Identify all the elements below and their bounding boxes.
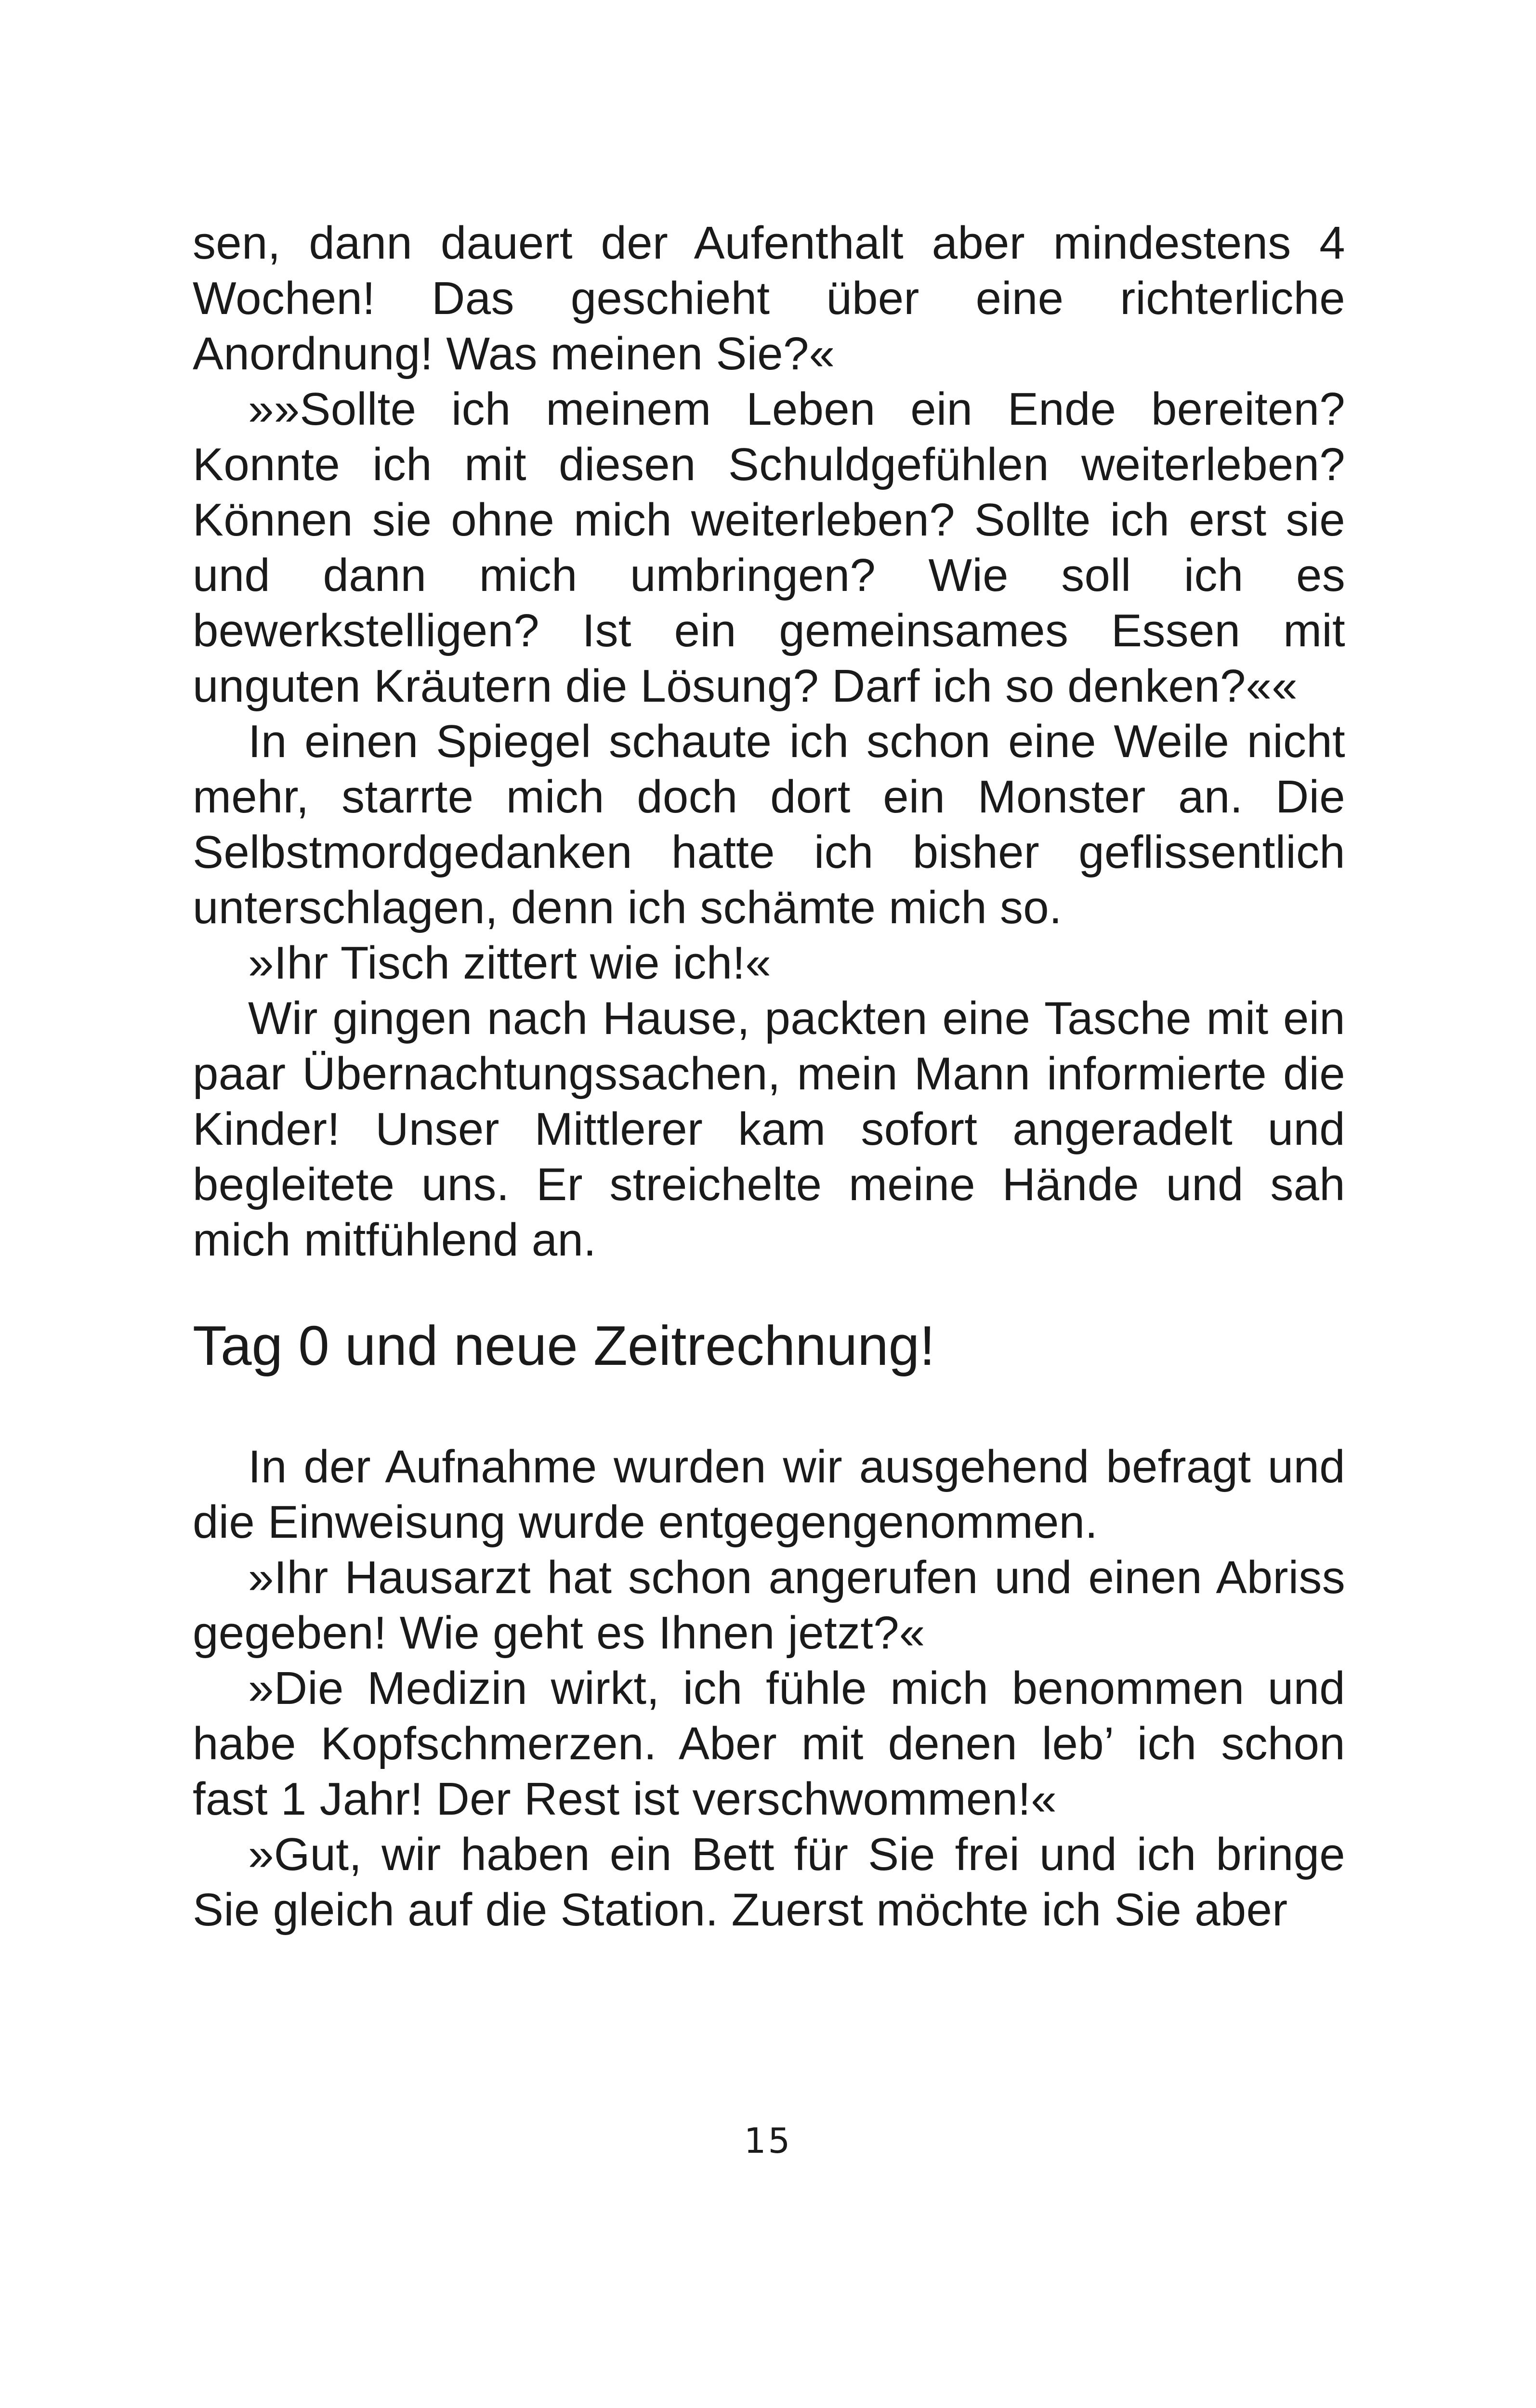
paragraph-table-quote: »Ihr Tisch zittert wie ich!« (248, 937, 772, 989)
paragraph-doctor-question: »Ihr Hausarzt hat schon angerufen und einen Abriss gegeben! Wie geht es Ihnen jetzt?« (193, 1552, 1345, 1659)
page-number: 15 (744, 2120, 792, 2161)
paragraph-going-home: Wir gingen nach Hause, packten eine Tasche mit ein paar Übernachtungssachen, mein Mann informierte die Kinder! Unser Mittlerer kam sofort angeradelt und begleitete uns. Er streichelte meine Hände und sah mich mitfühlend an. (193, 993, 1345, 1266)
body-text-after-chapter (193, 1439, 1345, 1937)
paragraph-inner-monologue: »»Sollte ich meinem Leben ein Ende bereiten? Konnte ich mit diesen Schuldgefühlen weiterleben? Können sie ohne mich weiterleben? Sollte ich erst sie und dann mich umbringen? Wie soll ich es bewerkstelligen? Ist ein gemeinsames Essen mit unguten Kräutern die Lösung? Darf ich so denken?«« (193, 383, 1345, 712)
paragraph-mirror: In einen Spiegel schaute ich schon eine Weile nicht mehr, starrte mich doch dort ein Monster an. Die Selbstmordgedanken hatte ich bisher geflissentlich unterschlagen, denn ich schämte mich so. (193, 716, 1345, 933)
paragraph-bed-available: »Gut, wir haben ein Bett für Sie frei und ich bringe Sie gleich auf die Station. Zuerst möchte ich Sie aber (193, 1829, 1345, 1936)
body-text-before-chapter (193, 215, 1345, 1268)
paragraph-continuation: sen, dann dauert der Aufenthalt aber mindestens 4 Wochen! Das geschieht über eine richterliche Anordnung! Was meinen Sie?« (193, 217, 1345, 380)
paragraph-admission: In der Aufnahme wurden wir ausgehend befragt und die Einweisung wurde entgegengenommen. (193, 1441, 1345, 1548)
chapter-title: Tag 0 und neue Zeitrechnung! (193, 1314, 935, 1377)
paragraph-medication-answer: »Die Medizin wirkt, ich fühle mich benommen und habe Kopfschmerzen. Aber mit denen leb’ ich schon fast 1 Jahr! Der Rest ist verschwommen!« (193, 1662, 1345, 1825)
